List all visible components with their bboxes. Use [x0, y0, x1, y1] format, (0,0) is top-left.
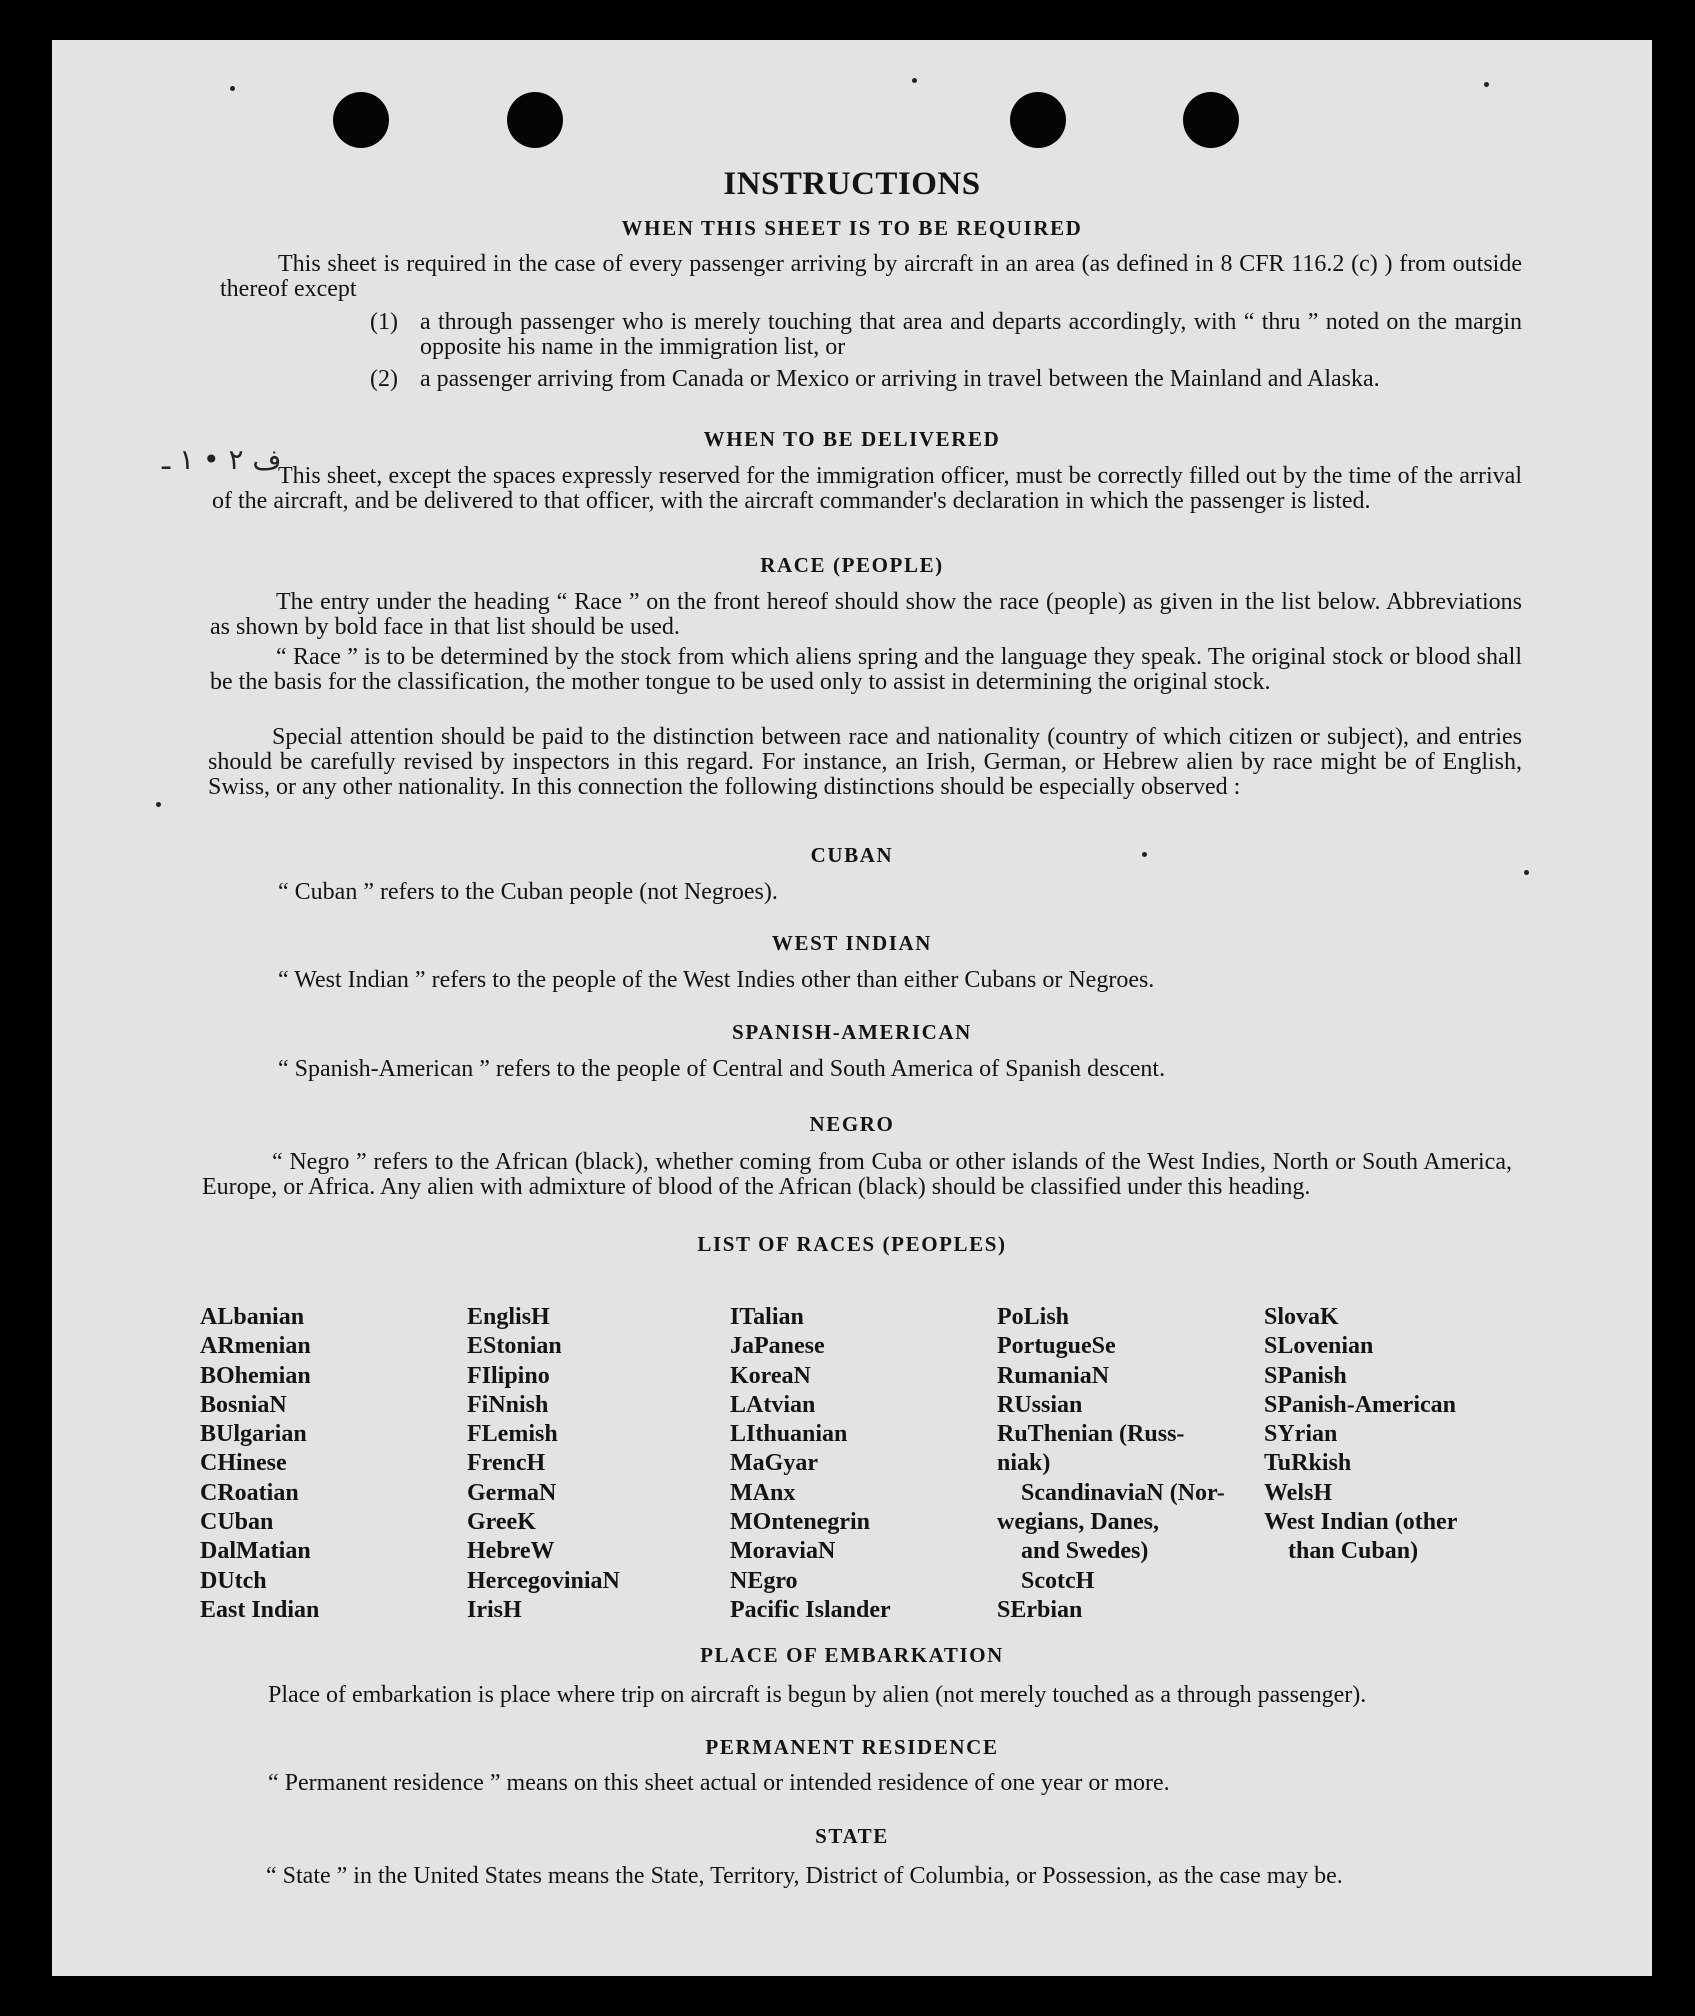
section-heading-when-delivered: WHEN TO BE DELIVERED [703, 427, 1001, 451]
paragraph: This sheet, except the spaces expressly reserved for the immigration officer, must be correctly filled out by the time of the arrival of the aircraft, and be delivered to that officer, with the aircraft commander's declaration in which the passenger is listed. [212, 463, 1522, 514]
section-heading-cuban: CUBAN [810, 843, 894, 867]
item-text: a through passenger who is merely touching that area and departs accordingly, with “ thru ” noted on the margin opposite his name in the immigration list, or [420, 309, 1522, 360]
race-entry: MOntenegrin [730, 1509, 870, 1536]
race-entry: RumaniaN [997, 1362, 1110, 1389]
race-entry: PoLish [997, 1304, 1070, 1330]
punch-hole [1183, 92, 1239, 148]
race-entry: East Indian [200, 1596, 320, 1623]
races-column-1 [200, 1303, 319, 1625]
race-entry: SPanish-American [1264, 1391, 1456, 1418]
section-heading-spanish-american: SPANISH-AMERICAN [732, 1020, 972, 1044]
race-entry: SLovenian [1264, 1333, 1374, 1360]
race-entry: MoraviaN [730, 1538, 836, 1565]
paragraph: “ State ” in the United States means the State, Territory, District of Columbia, or Possession, as the case may be. [266, 1863, 1343, 1889]
race-entry: ARmenian [200, 1333, 311, 1360]
paragraph: Special attention should be paid to the distinction between race and nationality (country of which citizen or subject), and entries should be carefully revised by inspectors in this regard. For instance, an Irish, German, or Hebrew alien by race might be of English, Swiss, or any other nationality. In this connection the following distinctions should be especially observed : [208, 724, 1522, 800]
race-entry: Pacific Islander [730, 1596, 891, 1623]
ink-speck [1524, 870, 1529, 875]
ink-speck [912, 78, 917, 83]
race-entry: ITalian [730, 1304, 804, 1330]
paragraph: “ Permanent residence ” means on this sheet actual or intended residence of one year or more. [268, 1770, 1170, 1796]
race-entry: DUtch [200, 1567, 267, 1594]
race-entry: LAtvian [730, 1391, 816, 1418]
paragraph: “ Negro ” refers to the African (black), whether coming from Cuba or other islands of the West Indies, North or South America, Europe, or Africa. Any alien with admixture of blood of the African (black) should be classified under this heading. [202, 1149, 1512, 1200]
ink-speck [230, 86, 235, 91]
race-entry: ALbanian [200, 1304, 305, 1330]
ink-speck [1484, 82, 1489, 87]
race-entry: WelsH [1264, 1479, 1333, 1506]
race-entry: GermaN [467, 1479, 557, 1506]
race-entry: BUlgarian [200, 1421, 307, 1448]
handwritten-margin-note: ف ٢ • ١ ـ [162, 443, 282, 476]
race-entry: SYrian [1264, 1421, 1338, 1448]
race-entry: NEgro [730, 1567, 798, 1594]
race-entry: West Indian (other [1264, 1509, 1458, 1536]
item-text: a passenger arriving from Canada or Mexico or arriving in travel between the Mainland and Alaska. [420, 366, 1380, 392]
race-entry: DalMatian [200, 1538, 311, 1565]
punch-hole [507, 92, 563, 148]
punch-hole [333, 92, 389, 148]
race-entry: GreeK [467, 1509, 536, 1536]
item-number: (1) [370, 309, 398, 335]
races-column-4 [997, 1303, 1225, 1625]
race-entry: RuThenian (Russ- [997, 1421, 1185, 1448]
race-entry: wegians, Danes, [997, 1509, 1160, 1536]
race-entry-continued: and Swedes) [1021, 1538, 1149, 1565]
document-page [52, 40, 1652, 1976]
item-number: (2) [370, 366, 398, 392]
section-heading-race: RACE (PEOPLE) [760, 553, 944, 577]
paragraph: “ Cuban ” refers to the Cuban people (not Negroes). [278, 879, 778, 905]
race-entry: FIlipino [467, 1362, 550, 1389]
race-entry: SPanish [1264, 1362, 1347, 1389]
race-entry: HebreW [467, 1538, 555, 1565]
section-heading-when-required: WHEN THIS SHEET IS TO BE REQUIRED [621, 216, 1083, 240]
race-entry: RUssian [997, 1391, 1083, 1418]
race-entry: FrencH [467, 1450, 546, 1477]
race-entry: niak) [997, 1450, 1051, 1477]
race-entry: HercegoviniaN [467, 1567, 620, 1594]
race-entry: LIthuanian [730, 1421, 848, 1448]
paragraph: The entry under the heading “ Race ” on the front hereof should show the race (people) as given in the list below. Abbreviations as shown by bold face in that list should be used. [210, 589, 1522, 640]
paragraph: “ Spanish-American ” refers to the people of Central and South America of Spanish descent. [278, 1056, 1166, 1082]
paragraph: “ Race ” is to be determined by the stock from which aliens spring and the language they speak. The original stock or blood shall be the basis for the classification, the mother tongue to be used only to assist in determining the original stock. [210, 644, 1522, 695]
section-heading-permanent-residence: PERMANENT RESIDENCE [705, 1735, 999, 1759]
page-title: INSTRUCTIONS [723, 166, 981, 202]
race-entry-continued: ScotcH [1021, 1567, 1095, 1594]
race-entry: EStonian [467, 1333, 562, 1360]
race-entry: PortugueSe [997, 1333, 1116, 1360]
race-entry: BosniaN [200, 1391, 287, 1418]
race-entry: CRoatian [200, 1479, 299, 1506]
race-entry: CUban [200, 1509, 274, 1536]
ink-speck [156, 802, 161, 807]
race-entry: FiNnish [467, 1391, 549, 1418]
race-entry: IrisH [467, 1596, 522, 1623]
race-entry: MaGyar [730, 1450, 818, 1477]
race-entry: CHinese [200, 1450, 287, 1477]
punch-hole [1010, 92, 1066, 148]
section-heading-list-of-races: LIST OF RACES (PEOPLES) [697, 1232, 1007, 1256]
races-column-3 [730, 1303, 891, 1625]
section-heading-place-of-embarkation: PLACE OF EMBARKATION [700, 1643, 1004, 1667]
race-entry: KoreaN [730, 1362, 811, 1389]
race-entry: SErbian [997, 1596, 1083, 1623]
race-entry: JaPanese [730, 1333, 825, 1360]
race-entry: FLemish [467, 1421, 558, 1448]
paragraph: “ West Indian ” refers to the people of the West Indies other than either Cubans or Negroes. [278, 967, 1155, 993]
race-entry: TuRkish [1264, 1450, 1352, 1477]
race-entry-continued: than Cuban) [1288, 1538, 1419, 1565]
race-entry-continued: ScandinaviaN (Nor- [1021, 1479, 1225, 1506]
races-column-2 [467, 1303, 620, 1625]
race-entry: BOhemian [200, 1362, 311, 1389]
section-heading-state: STATE [815, 1824, 889, 1848]
paragraph: Place of embarkation is place where trip on aircraft is begun by alien (not merely touched as a through passenger). [268, 1682, 1367, 1708]
section-heading-west-indian: WEST INDIAN [771, 931, 933, 955]
race-entry: EnglisH [467, 1304, 550, 1330]
section-heading-negro: NEGRO [809, 1112, 895, 1136]
race-entry: MAnx [730, 1479, 796, 1506]
races-column-5 [1264, 1303, 1457, 1567]
race-entry: SlovaK [1264, 1304, 1339, 1330]
paragraph: This sheet is required in the case of every passenger arriving by aircraft in an area (as defined in 8 CFR 116.2 (c) ) from outside thereof except [220, 251, 1522, 302]
